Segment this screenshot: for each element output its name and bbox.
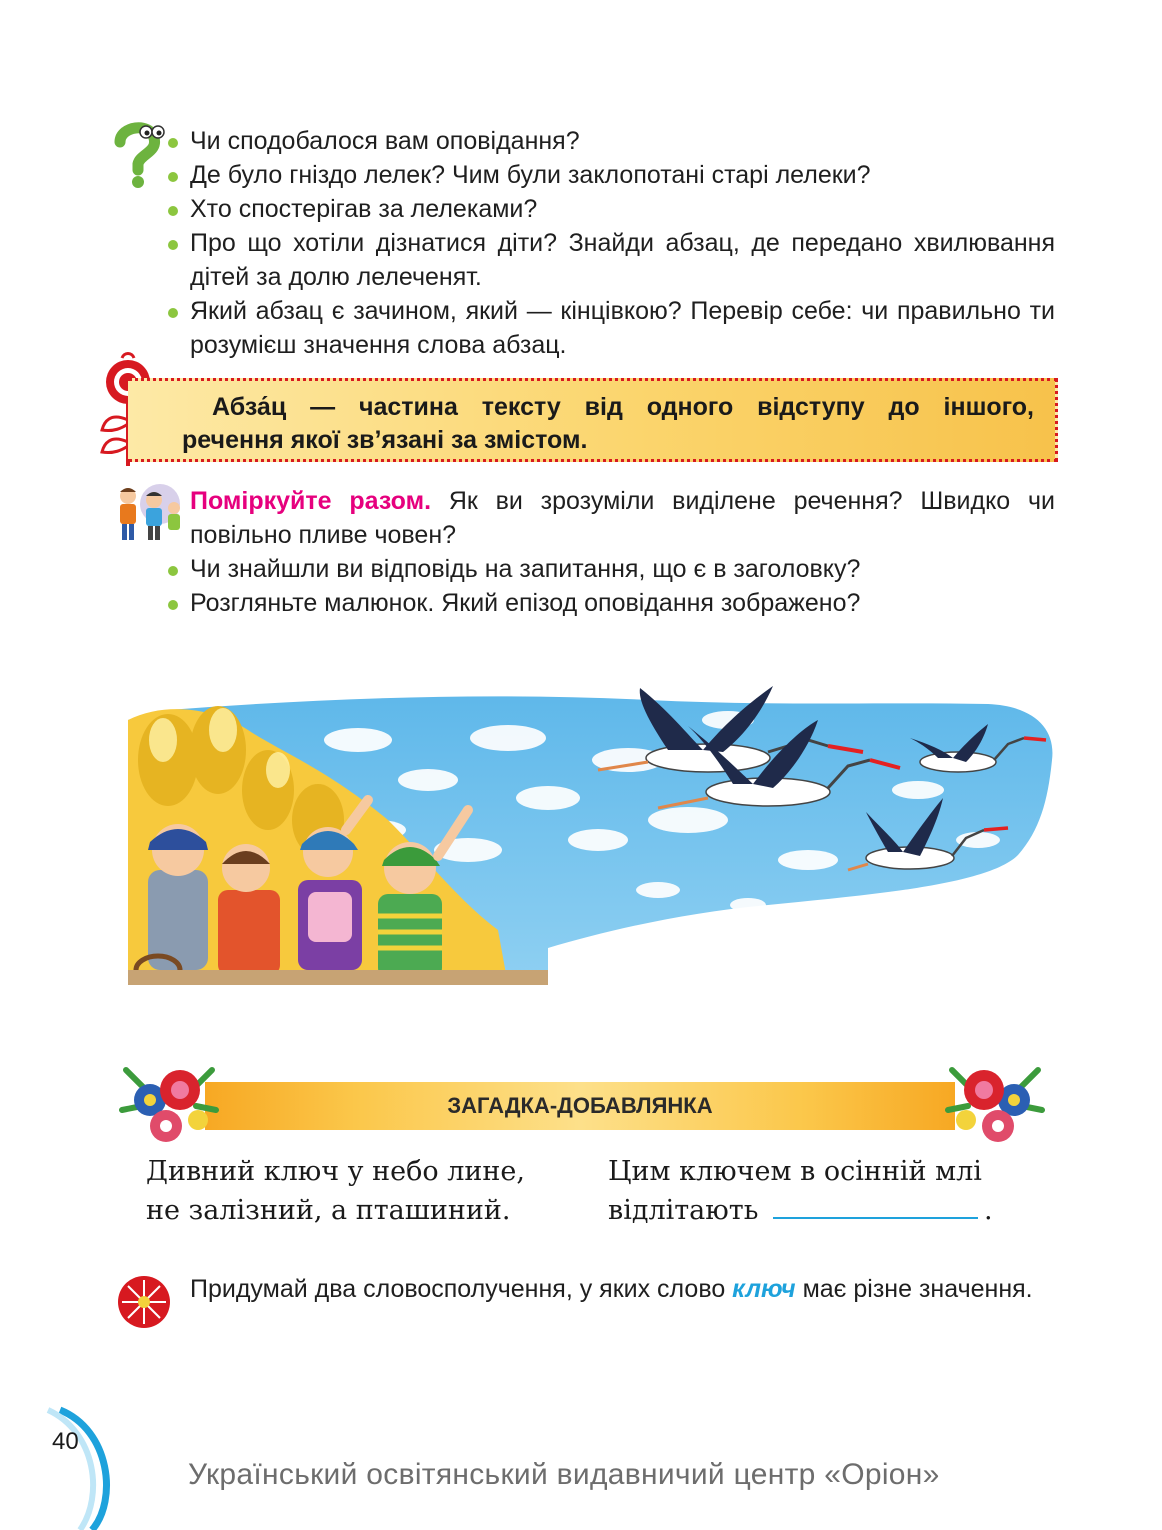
flower-bouquet-right-icon — [942, 1050, 1048, 1146]
question-item: Який абзац є зачином, який — кінцівкою? Перевір себе: чи правильно ти розумієш значення слова абзац. — [190, 294, 1055, 362]
riddle-right-end: . — [984, 1195, 993, 1226]
definition-box — [128, 378, 1058, 462]
discussion-lead: Поміркуйте разом. — [190, 487, 432, 515]
riddle-left-stanza — [146, 1152, 525, 1230]
discussion-text: Як ви зрозуміли виділене речення? Швидко чи повільно пливе човен? — [190, 487, 1055, 549]
kids-group-icon — [108, 482, 184, 546]
question-item: Про що хотіли дізнатися діти? Знайди абзац, де передано хвилювання дітей за долю лелеченят. — [190, 226, 1055, 294]
discussion-item: Розгляньте малюнок. Який епізод оповідання зображено? — [190, 586, 1055, 620]
question-item: Де було гніздо лелек? Чим були заклопотані старі лелеки? — [190, 158, 1055, 192]
discussion-item: Чи знайшли ви відповідь на запитання, що є в заголовку? — [190, 552, 1055, 586]
riddle-banner — [205, 1082, 955, 1130]
page-corner-arc — [0, 1400, 130, 1530]
definition-line-1: Абза́ц — частина тексту від одного відступу до іншого, — [212, 393, 1034, 421]
riddle-right-line-2-wrap — [608, 1191, 993, 1230]
riddle-right-line-1: Цим ключем в осінній млі — [608, 1156, 982, 1187]
answer-blank[interactable] — [773, 1191, 978, 1219]
task-keyword: ключ — [732, 1275, 796, 1303]
publisher-footer: Український освітянський видавничий центр «Оріон» — [188, 1458, 940, 1491]
task-paragraph — [190, 1272, 1056, 1307]
task-text-before: Придумай два словосполучення, у яких слово — [190, 1275, 733, 1303]
task-text-after: має різне значення. — [795, 1275, 1033, 1303]
storks-illustration — [128, 680, 1058, 985]
riddle-left-line-1: Дивний ключ у небо лине, — [146, 1156, 525, 1187]
flower-bouquet-left-icon — [116, 1050, 222, 1146]
questions-list — [190, 124, 1055, 362]
definition-text — [182, 391, 1034, 457]
question-caterpillar-icon — [110, 120, 170, 190]
discussion-list — [190, 552, 1055, 620]
question-item: Чи сподобалося вам оповідання? — [190, 124, 1055, 158]
page-number: 40 — [52, 1428, 79, 1455]
question-item: Хто спостерігав за лелеками? — [190, 192, 1055, 226]
riddle-right-stanza — [608, 1152, 993, 1230]
riddle-title: ЗАГАДКА-ДОБАВЛЯНКА — [447, 1093, 713, 1118]
discussion-paragraph — [190, 484, 1055, 552]
red-star-icon — [114, 1272, 174, 1332]
riddle-left-line-2: не залізний, а пташиний. — [146, 1195, 511, 1226]
riddle-right-line-2: відлітають — [608, 1195, 759, 1226]
definition-line-2: речення якої зв’язані за змістом. — [182, 426, 588, 454]
